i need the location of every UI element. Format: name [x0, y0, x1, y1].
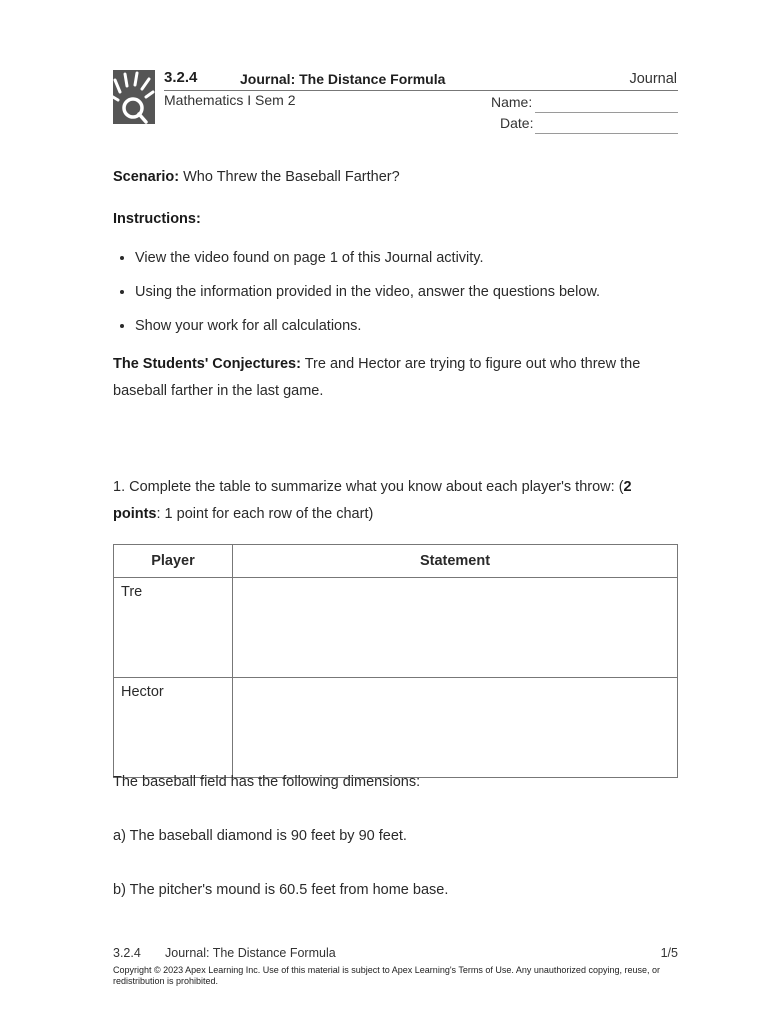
player-cell: Tre	[114, 578, 233, 678]
statement-cell[interactable]	[233, 578, 678, 678]
scenario-label: Scenario:	[113, 169, 180, 185]
conjectures-text: Tre and Hector are trying to figure out who threw the baseball farther in the last game.	[113, 356, 641, 399]
table-row	[114, 678, 678, 778]
copyright-notice: Copyright © 2023 Apex Learning Inc. Use of this material is subject to Apex Learning's Terms of Use. Any unauthorized copying, reuse, or redistribution is prohibited.	[113, 965, 660, 986]
question-1-points: 2 points	[113, 479, 632, 522]
apex-logo-icon	[113, 70, 155, 124]
section-number: 3.2.4	[164, 69, 198, 86]
conjectures-paragraph	[113, 351, 673, 405]
dimension-a: a) The baseball diamond is 90 feet by 90 feet.	[113, 828, 407, 844]
document-title: Journal: The Distance Formula	[240, 71, 446, 87]
name-field[interactable]	[535, 112, 678, 113]
scenario	[113, 164, 673, 191]
dimension-b: b) The pitcher's mound is 60.5 feet from home base.	[113, 882, 449, 898]
scenario-text: Who Threw the Baseball Farther?	[179, 169, 400, 185]
conjectures-label: The Students' Conjectures:	[113, 356, 301, 372]
footer-section: 3.2.4	[113, 946, 141, 960]
player-cell: Hector	[114, 678, 233, 778]
table-row	[114, 578, 678, 678]
list-item: • Show your work for all calculations.	[135, 313, 695, 340]
instructions-list	[113, 245, 695, 347]
footer-title: Journal: The Distance Formula	[165, 946, 336, 960]
date-field[interactable]	[535, 133, 678, 134]
question-1-suffix: : 1 point for each row of the chart)	[156, 506, 374, 522]
instructions-heading: Instructions:	[113, 211, 201, 227]
page-number: 1/5	[660, 946, 678, 960]
list-item: • View the video found on page 1 of this Journal activity.	[135, 245, 695, 272]
dimensions-intro: The baseball field has the following dimensions:	[113, 774, 421, 790]
summary-table	[113, 544, 678, 778]
document-type: Journal	[629, 71, 677, 87]
date-label: Date:	[500, 115, 534, 131]
column-header-statement: Statement	[233, 545, 678, 578]
name-label: Name:	[491, 94, 533, 110]
statement-cell[interactable]	[233, 678, 678, 778]
list-item: • Using the information provided in the video, answer the questions below.	[135, 279, 695, 306]
column-header-player: Player	[114, 545, 233, 578]
table-header-row	[114, 545, 678, 578]
question-1	[113, 474, 673, 528]
header-rule	[164, 90, 678, 91]
course-name: Mathematics I Sem 2	[164, 92, 296, 108]
question-1-prefix: 1. Complete the table to summarize what you know about each player's throw: (	[113, 479, 624, 495]
